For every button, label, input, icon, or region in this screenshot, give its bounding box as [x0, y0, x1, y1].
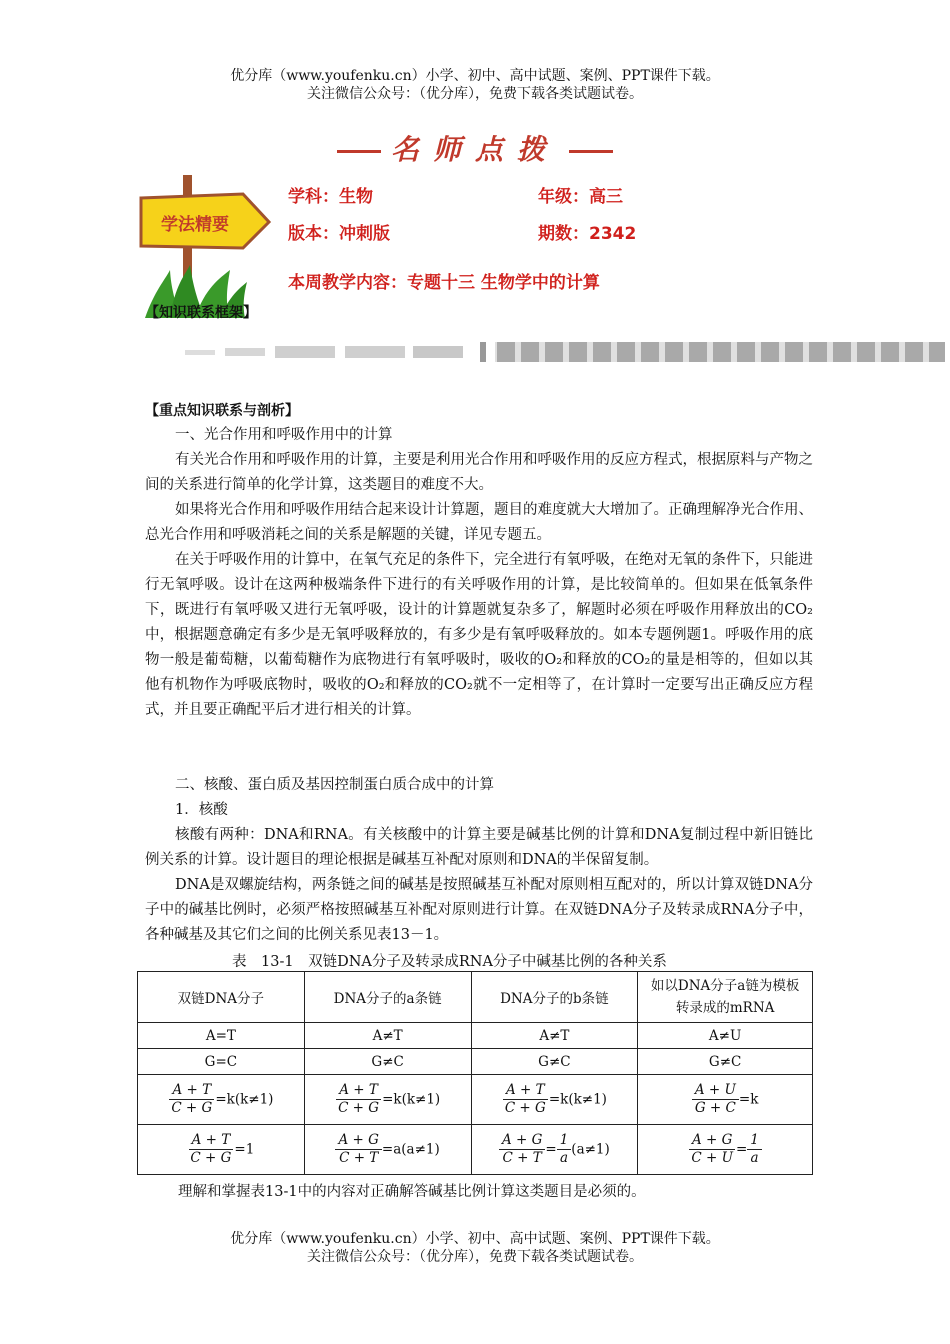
part1-paragraph-2: 如果将光合作用和呼吸作用结合起来设计计算题，题目的难度就大大增加了。正确理解净光合作用、总光合作用和呼吸消耗之间的关系是解题的关键，详见专题五。 — [145, 502, 813, 543]
fraction — [688, 1132, 736, 1167]
fraction-numerator: A + G — [335, 1132, 381, 1150]
fraction — [187, 1132, 234, 1167]
ratio-table — [137, 971, 813, 1175]
framework-diagram-placeholder — [185, 340, 950, 364]
fraction-denominator: C + G — [190, 1150, 232, 1166]
table-caption: 表 13-1 双链DNA分子及转录成RNA分子中碱基比例的各种关系 — [232, 954, 667, 970]
table-header-cell: 双链DNA分子 — [138, 972, 305, 1023]
framework-heading: 【知识联系框架】 — [145, 305, 257, 321]
table-cell — [304, 1125, 471, 1175]
fraction-numerator: 1 — [557, 1132, 572, 1150]
banner-right-rule — [569, 150, 613, 153]
table-cell: G≠C — [471, 1049, 638, 1075]
fraction — [557, 1132, 572, 1167]
table-cell: G=C — [138, 1049, 305, 1075]
fraction-numerator: A + G — [689, 1132, 735, 1150]
fraction-denominator: a — [559, 1150, 569, 1166]
part2-heading: 二、核酸、蛋白质及基因控制蛋白质合成中的计算 — [175, 777, 494, 793]
equation-rhs: =k(k≠1) — [215, 1091, 274, 1108]
footer-line-2: 关注微信公众号：（优分库），免费下载各类试题试卷。 — [307, 1249, 643, 1265]
part1-paragraph-3: 在关于呼吸作用的计算中，在氧气充足的条件下，完全进行有氧呼吸，在绝对无氧的条件下，只能进行无氧呼吸。设计在这两种极端条件下进行的有关呼吸作用的计算，是比较简单的。但如果在低氧条件下，既进行有氧呼吸又进行无氧呼吸，设计的计算题就复杂多了，解题时必须在呼吸作用释放出的CO₂中，根据题意确定有多少是无氧呼吸释放的，有多少是有氧呼吸释放的。如本专题例题1。呼吸作用的底物一般是葡萄糖，以葡萄糖作为底物进行有氧呼吸时，吸收的O₂和释放的CO₂的量是相等的，但如以其他有机物作为呼吸底物时，吸收的O₂和释放的CO₂就不一定相等了，在计算时一定要写出正确反应方程式，并且要正确配平后才进行相关的计算。 — [145, 552, 813, 718]
banner-left-rule — [337, 150, 381, 153]
equation-rhs: =k(k≠1) — [548, 1091, 607, 1108]
fraction — [168, 1082, 215, 1117]
table-row — [138, 1023, 813, 1049]
fraction — [502, 1082, 549, 1117]
meta-content: 本周教学内容：专题十三 生物学中的计算 — [288, 273, 600, 293]
header-line-1: 优分库（www.youfenku.cn）小学、初中、高中试题、案例、PPT课件下载。 — [230, 68, 720, 84]
fraction — [335, 1082, 382, 1117]
part1-section — [145, 423, 813, 723]
fraction — [747, 1132, 762, 1167]
table-row — [138, 1125, 813, 1175]
table-header-cell: 如以DNA分子a链为模板转录成的mRNA — [638, 972, 813, 1023]
table-cell — [638, 1125, 813, 1175]
signpost-illustration — [135, 170, 275, 320]
equation-rhs: =k — [738, 1091, 759, 1108]
header-line-2: 关注微信公众号：（优分库），免费下载各类试题试卷。 — [307, 86, 643, 102]
part2-section — [145, 773, 813, 948]
table-cell — [138, 1125, 305, 1175]
part1-heading: 一、光合作用和呼吸作用中的计算 — [175, 427, 393, 443]
fraction-denominator: C + G — [338, 1100, 380, 1116]
fraction — [335, 1132, 381, 1167]
table-cell — [471, 1125, 638, 1175]
footer-line-1: 优分库（www.youfenku.cn）小学、初中、高中试题、案例、PPT课件下载。 — [230, 1231, 720, 1247]
equals-sign: = — [735, 1141, 748, 1158]
fraction-denominator: C + G — [171, 1100, 213, 1116]
table-cell: A≠T — [304, 1023, 471, 1049]
fraction-denominator: G + C — [694, 1100, 736, 1116]
meta-subject: 学科：生物 — [288, 187, 373, 207]
closing-line: 理解和掌握表13-1中的内容对正确解答碱基比例计算这类题目是必须的。 — [178, 1184, 646, 1200]
part2-paragraph-1: 核酸有两种：DNA和RNA。有关核酸中的计算主要是碱基比例的计算和DNA复制过程中新旧链比例关系的计算。设计题目的理论根据是碱基互补配对原则和DNA的半保留复制。 — [145, 827, 813, 868]
equation-rhs: =a(a≠1) — [381, 1141, 440, 1158]
fraction-denominator: C + U — [691, 1150, 733, 1166]
fraction-numerator: A + T — [503, 1082, 548, 1100]
fraction — [499, 1132, 545, 1167]
table-cell: A=T — [138, 1023, 305, 1049]
table-cell: G≠C — [638, 1049, 813, 1075]
fraction-denominator: C + T — [339, 1150, 379, 1166]
table-row — [138, 1049, 813, 1075]
fraction-numerator: A + T — [189, 1132, 234, 1150]
table-header-row — [138, 972, 813, 1023]
table-cell: G≠C — [304, 1049, 471, 1075]
fraction-numerator: 1 — [747, 1132, 762, 1150]
part2-subheading: 1．核酸 — [175, 802, 228, 818]
equation-rhs: (a≠1) — [571, 1141, 610, 1158]
fraction-numerator: A + G — [499, 1132, 545, 1150]
equation-rhs: =k(k≠1) — [382, 1091, 441, 1108]
table-cell — [638, 1075, 813, 1125]
signpost-label: 学法精要 — [161, 215, 229, 235]
table-header-cell: DNA分子的a条链 — [304, 972, 471, 1023]
meta-grade: 年级：高三 — [538, 187, 623, 207]
fraction-denominator: C + G — [504, 1100, 546, 1116]
table-cell — [304, 1075, 471, 1125]
fraction — [692, 1082, 739, 1117]
fraction-numerator: A + T — [169, 1082, 214, 1100]
fraction-denominator: a — [750, 1150, 759, 1166]
table-cell: A≠U — [638, 1023, 813, 1049]
meta-edition: 版本：冲刺版 — [288, 224, 390, 244]
banner-title: 名师点拨 — [390, 133, 559, 166]
fraction-numerator: A + U — [692, 1082, 739, 1100]
fraction-denominator: C + T — [502, 1150, 542, 1166]
equals-sign: = — [545, 1141, 557, 1158]
table-header-cell: DNA分子的b条链 — [471, 972, 638, 1023]
fraction-numerator: A + T — [336, 1082, 381, 1100]
table-cell: A≠T — [471, 1023, 638, 1049]
meta-issue: 期数：2342 — [538, 224, 637, 244]
equation-rhs: =1 — [234, 1141, 255, 1158]
part1-paragraph-1: 有关光合作用和呼吸作用的计算，主要是利用光合作用和呼吸作用的反应方程式，根据原料与产物之间的关系进行简单的化学计算，这类题目的难度不大。 — [145, 452, 813, 493]
banner — [0, 128, 950, 168]
part2-paragraph-2: DNA是双螺旋结构，两条链之间的碱基是按照碱基互补配对原则相互配对的，所以计算双链DNA分子中的碱基比例时，必须严格按照碱基互补配对原则进行计算。在双链DNA分子及转录成RNA分子中，各种碱基及其它们之间的比例关系见表13－1。 — [145, 877, 813, 943]
table-cell — [138, 1075, 305, 1125]
table-cell — [471, 1075, 638, 1125]
table-row — [138, 1075, 813, 1125]
keypoints-heading: 【重点知识联系与剖析】 — [145, 403, 299, 419]
